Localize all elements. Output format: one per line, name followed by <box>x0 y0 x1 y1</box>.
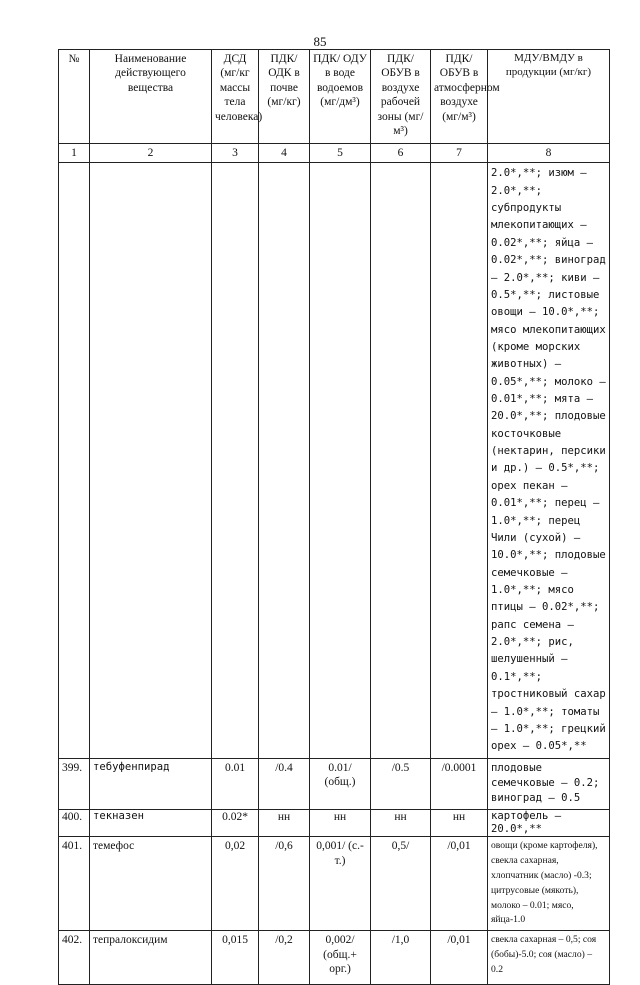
header-col-number: № <box>59 50 90 144</box>
mdu-value: плодовые семечковые – 0.2; виноград – 0.5 <box>488 758 610 809</box>
row-number: 399. <box>59 758 90 809</box>
atm-air-value: /0,01 <box>431 931 488 985</box>
soil-value: /0.4 <box>259 758 310 809</box>
column-number-row <box>59 144 610 163</box>
empty-cell <box>59 163 90 758</box>
column-number: 5 <box>310 144 371 163</box>
column-number: 1 <box>59 144 90 163</box>
dsd-value: 0.01 <box>212 758 259 809</box>
row-number: 402. <box>59 931 90 985</box>
work-air-value: /0.5 <box>371 758 431 809</box>
atm-air-value: нн <box>431 809 488 836</box>
mdu-value: свекла сахарная – 0,5; соя (бобы)-5.0; соя (масло) – 0.2 <box>488 931 610 985</box>
water-value: 0,002/ (общ.+ орг.) <box>310 931 371 985</box>
soil-value: нн <box>259 809 310 836</box>
dsd-value: 0.02* <box>212 809 259 836</box>
substance-name: темефос <box>90 837 212 931</box>
soil-value: /0,6 <box>259 837 310 931</box>
work-air-value: нн <box>371 809 431 836</box>
work-air-value: 0,5/ <box>371 837 431 931</box>
header-row <box>59 50 610 144</box>
table-row <box>59 758 610 809</box>
water-value: 0.01/ (общ.) <box>310 758 371 809</box>
column-number: 4 <box>259 144 310 163</box>
substance-name: тепралоксидим <box>90 931 212 985</box>
substance-name: текназен <box>90 809 212 836</box>
empty-cell <box>212 163 259 758</box>
pesticide-table <box>58 49 610 985</box>
column-number: 2 <box>90 144 212 163</box>
header-col-mdu: МДУ/ВМДУ в продукции (мг/кг) <box>488 50 610 144</box>
continuation-row <box>59 163 610 758</box>
atm-air-value: /0,01 <box>431 837 488 931</box>
header-col-work-air: ПДК/ ОБУВ в воздухе рабочей зоны (мг/м³) <box>371 50 431 144</box>
header-col-atm-air: ПДК/ ОБУВ в атмосферном воздухе (мг/м³) <box>431 50 488 144</box>
column-number: 7 <box>431 144 488 163</box>
mdu-value: овощи (кроме картофеля), свекла сахарная, хлопчатник (масло) -0.3; цитрусовые (мякоть), молоко – 0.01; мясо, яйца-1.0 <box>488 837 610 931</box>
soil-value: /0,2 <box>259 931 310 985</box>
substance-name: тебуфенпирад <box>90 758 212 809</box>
work-air-value: /1,0 <box>371 931 431 985</box>
column-number: 3 <box>212 144 259 163</box>
mdu-continuation-text: 2.0*,**; изюм – 2.0*,**; субпродукты млекопитающих – 0.02*,**; яйца – 0.02*,**; виноград – 2.0*,**; киви – 0.5*,**; листовые овощи – 10.0*,**; мясо млекопитающих (кроме морских животных) – 0.05*,**; молоко – 0.01*,**; мята – 20.0*,**; плодовые косточковые (нектарин, персики и др.) – 0.5*,**; орех пекан – 0.01*,**; перец – 1.0*,**; перец Чили (сухой) – 10.0*,**; плодовые семечковые – 1.0*,**; мясо птицы – 0.02*,**; рапс семена – 2.0*,**; рис, шелушенный – 0.1*,**; тростниковый сахар – 1.0*,**; томаты – 1.0*,**; грецкий орех – 0.05*,** <box>488 163 610 758</box>
column-number: 6 <box>371 144 431 163</box>
empty-cell <box>371 163 431 758</box>
header-col-dsd: ДСД (мг/кг массы тела человека) <box>212 50 259 144</box>
table-row <box>59 931 610 985</box>
page-number: 85 <box>313 34 327 49</box>
header-col-substance: Наименование действующего вещества <box>90 50 212 144</box>
water-value: 0,001/ (с.-т.) <box>310 837 371 931</box>
dsd-value: 0,02 <box>212 837 259 931</box>
mdu-value: картофель – 20.0*,** <box>488 809 610 836</box>
dsd-value: 0,015 <box>212 931 259 985</box>
atm-air-value: /0.0001 <box>431 758 488 809</box>
empty-cell <box>310 163 371 758</box>
row-number: 401. <box>59 837 90 931</box>
table-row <box>59 809 610 836</box>
header-col-soil: ПДК/ ОДК в почве (мг/кг) <box>259 50 310 144</box>
empty-cell <box>259 163 310 758</box>
water-value: нн <box>310 809 371 836</box>
column-number: 8 <box>488 144 610 163</box>
empty-cell <box>90 163 212 758</box>
row-number: 400. <box>59 809 90 836</box>
empty-cell <box>431 163 488 758</box>
table-row <box>59 837 610 931</box>
header-col-water: ПДК/ ОДУ в воде водоемов (мг/дм³) <box>310 50 371 144</box>
